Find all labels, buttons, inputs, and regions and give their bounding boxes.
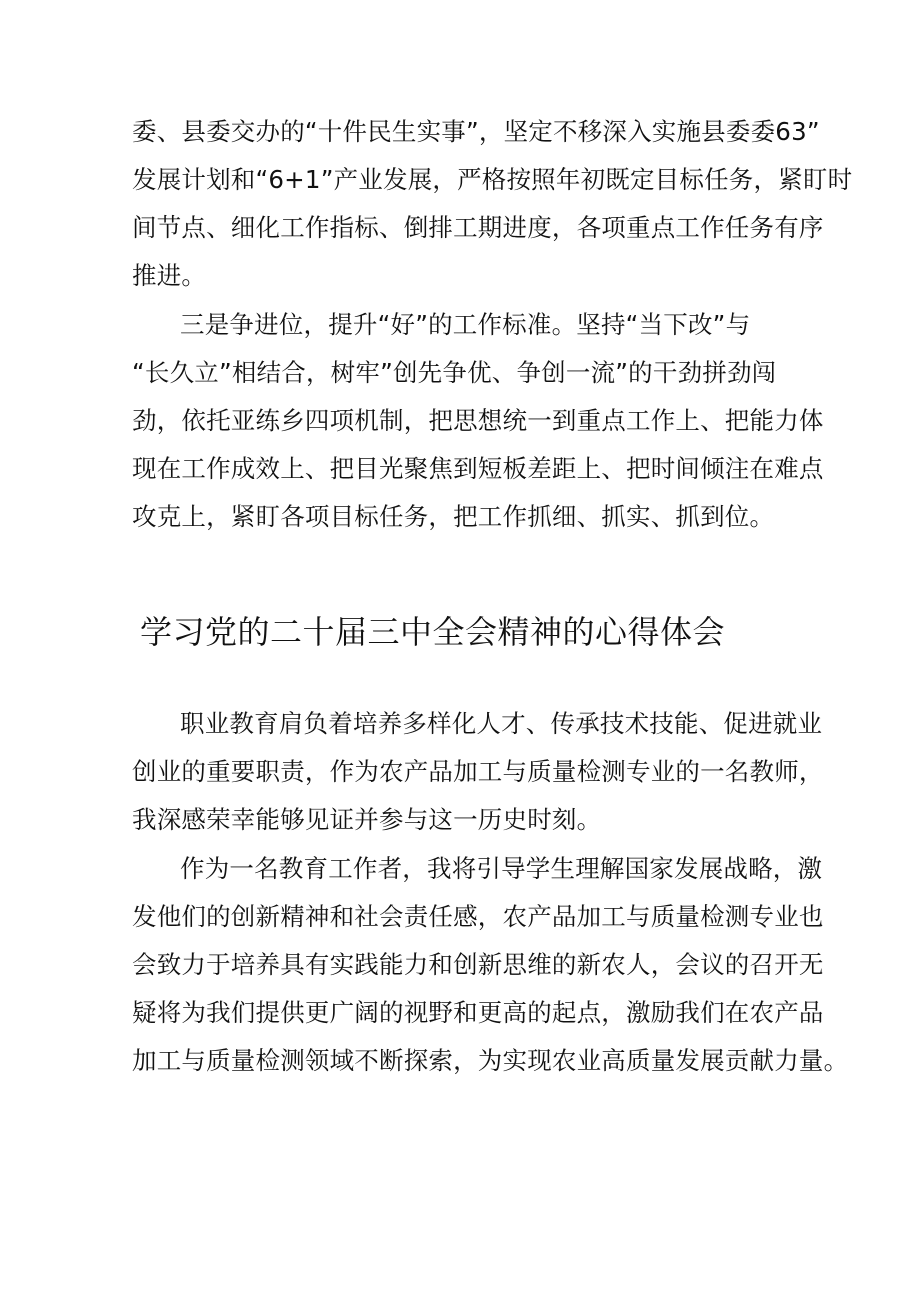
- paragraph-line: 疑将为我们提供更广阔的视野和更高的起点，激励我们在农产品: [132, 998, 824, 1027]
- paragraph-line: 职业教育肩负着培养多样化人才、传承技术技能、促进就业: [180, 709, 823, 738]
- paragraph-line: 加工与质量检测领域不断探索，为实现农业高质量发展贡献力量。: [132, 1046, 849, 1075]
- paragraph-line: 发展计划和“6+1”产业发展，严格按照年初既定目标任务，紧盯时: [132, 165, 853, 194]
- paragraph-line: 创业的重要职责，作为农产品加工与质量检测专业的一名教师，: [132, 757, 824, 786]
- paragraph-line: 三是争进位，提升“好”的工作标准。坚持“当下改”与: [180, 310, 751, 339]
- paragraph-line: 我深感荣幸能够见证并参与这一历史时刻。: [132, 805, 602, 834]
- paragraph-line: 会致力于培养具有实践能力和创新思维的新农人，会议的召开无: [132, 950, 824, 979]
- paragraph-line: 作为一名教育工作者，我将引导学生理解国家发展战略，激: [180, 854, 823, 883]
- paragraph-line: 攻克上，紧盯各项目标任务，把工作抓细、抓实、抓到位。: [132, 502, 775, 531]
- paragraph-line: 劲，依托亚练乡四项机制，把思想统一到重点工作上、把能力体: [132, 406, 824, 435]
- paragraph-line: 现在工作成效上、把目光聚焦到短板差距上、把时间倾注在难点: [132, 454, 824, 483]
- section-title: 学习党的二十届三中全会精神的心得体会: [140, 613, 726, 651]
- paragraph-line: 推进。: [132, 261, 207, 290]
- paragraph-line: 间节点、细化工作指标、倒排工期进度，各项重点工作任务有序: [132, 213, 824, 242]
- paragraph-line: 发他们的创新精神和社会责任感，农产品加工与质量检测专业也: [132, 902, 824, 931]
- paragraph-line: “长久立”相结合，树牢”创先争优、争创一流”的干劲拼劲闯: [132, 358, 777, 387]
- paragraph-line: 委、县委交办的“十件民生实事”，坚定不移深入实施县委委63”: [132, 117, 820, 146]
